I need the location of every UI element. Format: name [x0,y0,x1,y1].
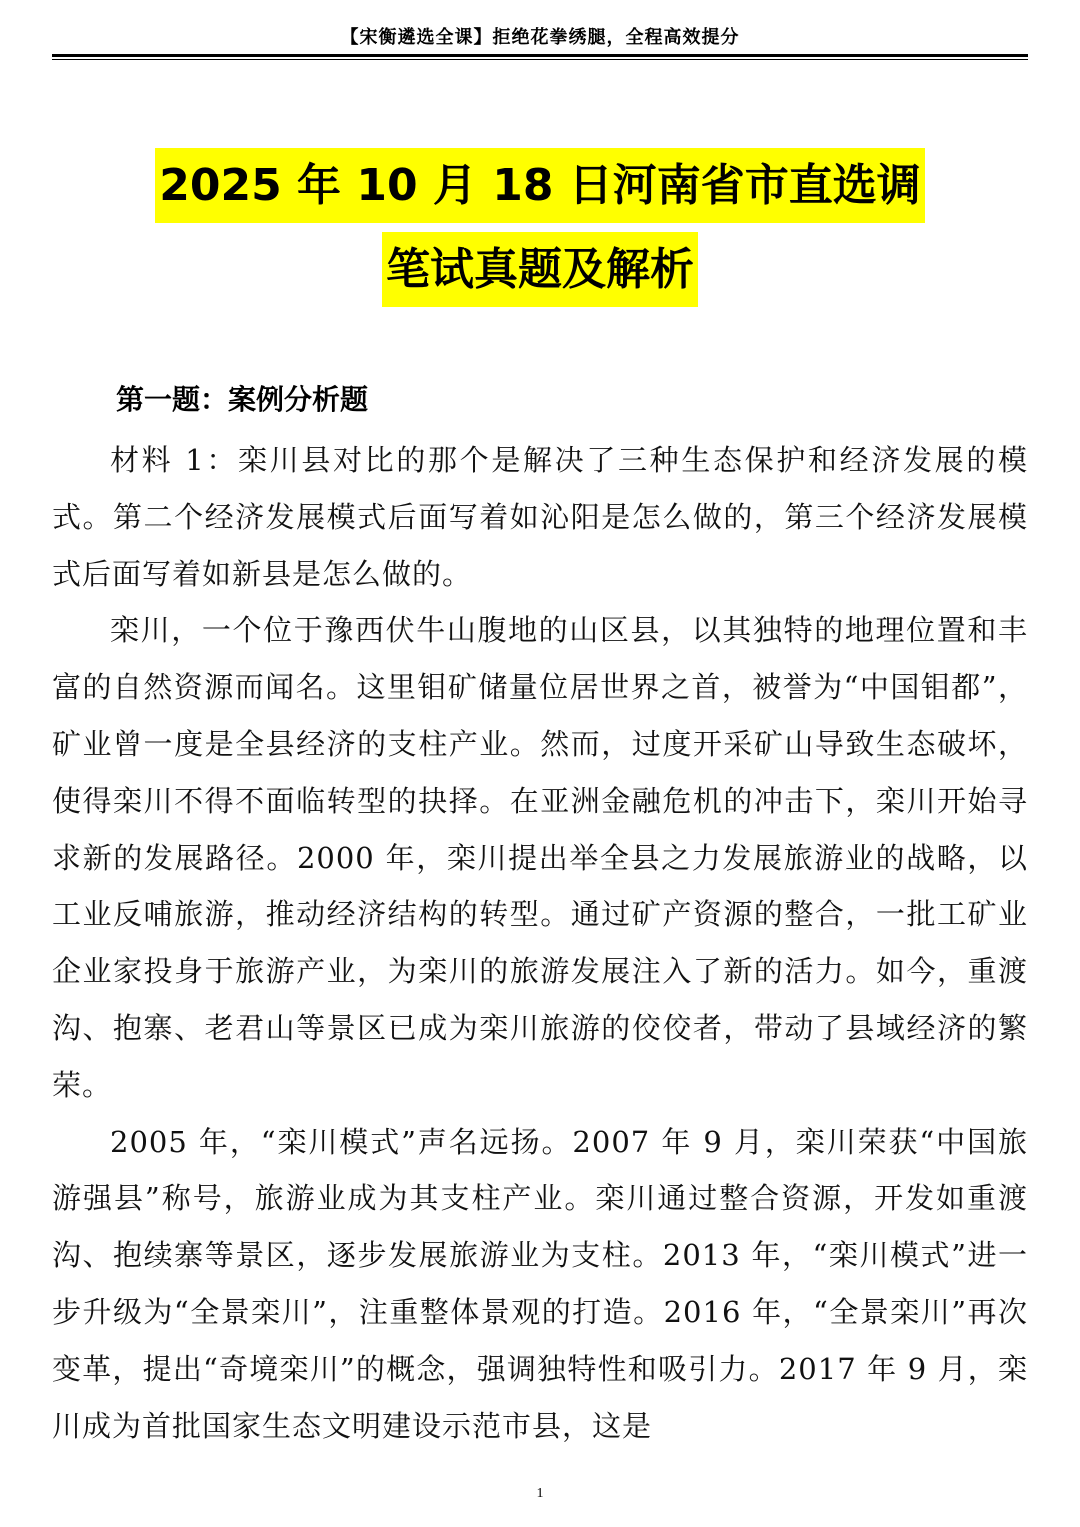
paragraph-material-1: 材料 1：栾川县对比的那个是解决了三种生态保护和经济发展的模式。第二个经济发展模式后面写着如沁阳是怎么做的，第三个经济发展模式后面写着如新县是怎么做的。 [52,443,1028,591]
page-number: 1 [536,1486,544,1501]
body-text [52,432,1028,1454]
title-line-1-text: 2025 年 10 月 18 日河南省市直选调 [155,148,925,223]
section-heading: 第一题：案例分析题 [116,383,369,416]
header-rule-thin [52,59,1028,60]
document-title-line-2 [0,244,1080,296]
header-rule-thick [52,54,1028,57]
page-header: 【宋衡遴选全课】拒绝花拳绣腿，全程高效提分 [340,27,740,48]
title-line-2-text: 笔试真题及解析 [382,232,698,307]
paragraph-luanchuan-model: 2005 年，“栾川模式”声名远扬。2007 年 9 月，栾川荣获“中国旅游强县”称号，旅游业成为其支柱产业。栾川通过整合资源，开发如重渡沟、抱续寨等景区，逐步发展旅游业为支柱。2013 年，“栾川模式”进一步升级为“全景栾川”，注重整体景观的打造。2016 年，“全景栾川”再次变革，提出“奇境栾川”的概念，强调独特性和吸引力。2017 年 9 月，栾川成为首批国家生态文明建设示范市县，这是 [52,1124,1028,1443]
paragraph-luanchuan-intro: 栾川，一个位于豫西伏牛山腹地的山区县，以其独特的地理位置和丰富的自然资源而闻名。这里钼矿储量位居世界之首，被誉为“中国钼都”，矿业曾一度是全县经济的支柱产业。然而，过度开采矿山导致生态破坏，使得栾川不得不面临转型的抉择。在亚洲金融危机的冲击下，栾川开始寻求新的发展路径。2000 年，栾川提出举全县之力发展旅游业的战略，以工业反哺旅游，推动经济结构的转型。通过矿产资源的整合，一批工矿业企业家投身于旅游产业，为栾川的旅游发展注入了新的活力。如今，重渡沟、抱寨、老君山等景区已成为栾川旅游的佼佼者，带动了县域经济的繁荣。 [52,613,1028,1102]
document-title-line-1 [0,160,1080,212]
